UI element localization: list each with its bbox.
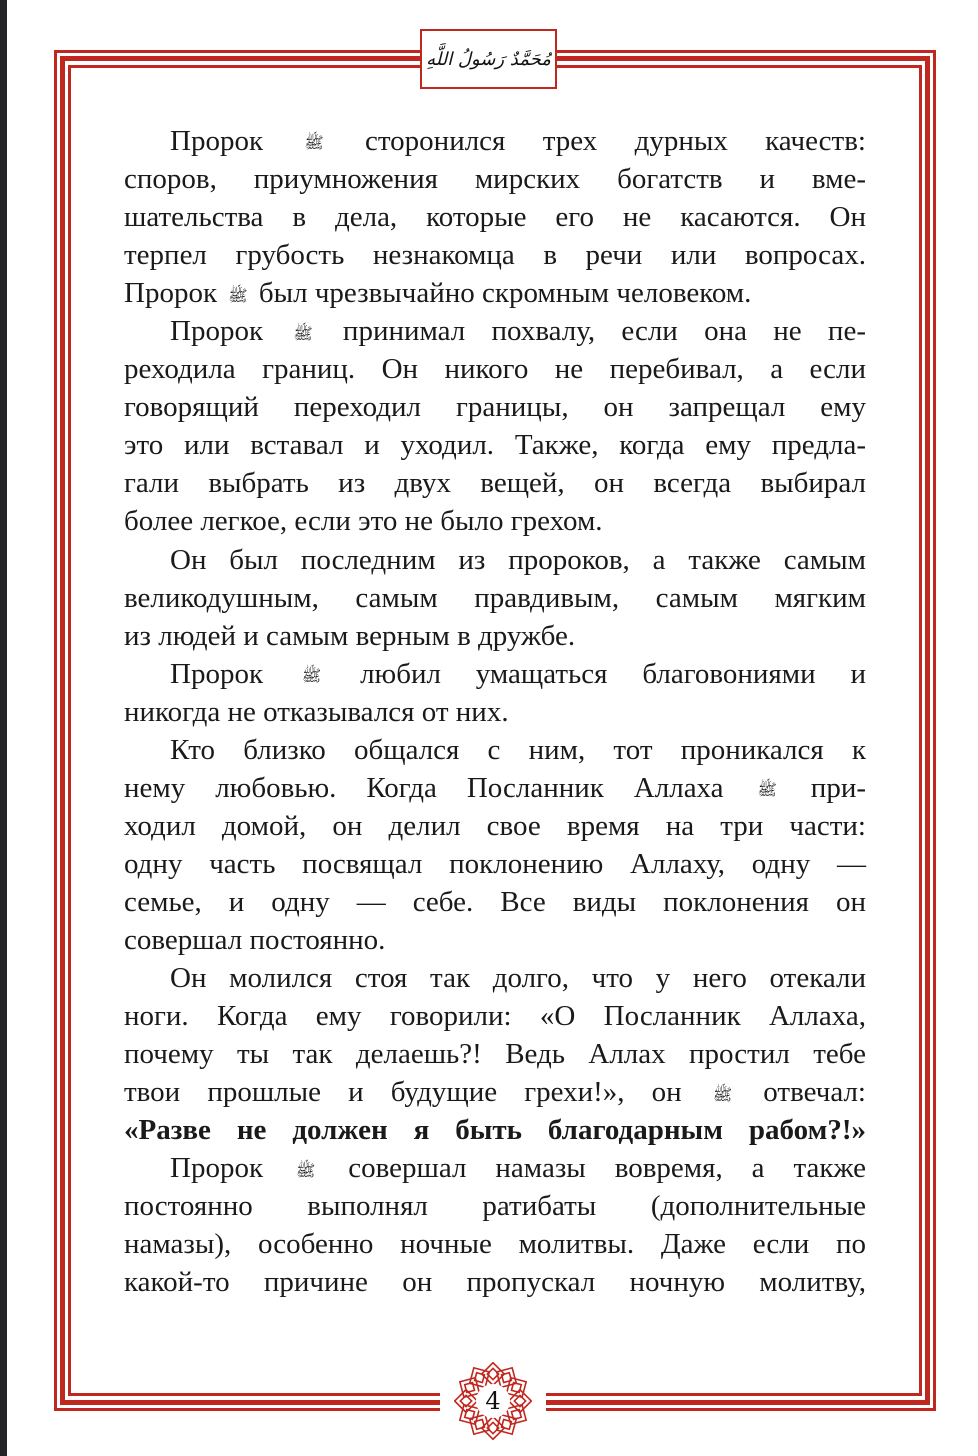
text-line [124, 388, 866, 426]
text-segment: Пророк [124, 277, 225, 310]
text-line [124, 1111, 866, 1149]
text-segment: совершал постоянно. [124, 923, 386, 956]
text-line [124, 693, 866, 731]
text-segment: отвечал: [736, 1076, 866, 1109]
honorific-saw-icon: ﷺ [301, 666, 322, 685]
text-segment: совершал намазы вовремя, а также [319, 1152, 866, 1185]
text-segment: никогда не отказывался от них. [124, 695, 509, 728]
text-line [124, 807, 866, 845]
text-line [124, 502, 866, 540]
text-segment: какой-то причине он пропускал ночную молитву, [124, 1266, 866, 1299]
honorific-saw-icon: ﷺ [293, 323, 313, 343]
text-segment: споров, приумножения мирских богатств и вме- [124, 163, 866, 196]
text-segment: Пророк [170, 1152, 292, 1185]
text-segment: почему ты так делаешь?! Ведь Аллах простил тебе [124, 1038, 866, 1071]
text-line [124, 1187, 866, 1225]
text-segment: Пророк [170, 657, 298, 690]
text-segment: гали выбрать из двух вещей, он всегда выбирал [124, 467, 866, 500]
text-segment: говорящий переходил границы, он запрещал ему [124, 391, 866, 424]
text-line [124, 769, 866, 807]
text-line [124, 883, 866, 921]
text-line [124, 959, 866, 997]
text-segment: сторонился трех дурных качеств: [327, 125, 866, 157]
text-segment: одну часть посвящал поклонению Аллаху, одну — [124, 847, 866, 880]
text-segment: любил умащаться благовониями и [325, 657, 866, 690]
text-segment: из людей и самым верным в дружбе. [124, 619, 576, 652]
text-segment: семье, и одну — себе. Все виды поклонения он [124, 885, 866, 918]
text-line [124, 617, 866, 655]
paragraph [124, 655, 866, 731]
text-segment: Он молился стоя так долго, что у него отекали [170, 962, 866, 995]
paragraph [124, 731, 866, 959]
text-segment: намазы), особенно ночные молитвы. Даже если по [124, 1228, 866, 1261]
text-line [124, 1035, 866, 1073]
text-line [124, 1263, 866, 1301]
honorific-saw-icon: ﷺ [712, 1084, 733, 1104]
calligraphy-muhammad-rasulullah: مُحَمَّدٌ رَسُولُ اللَّهِ [426, 48, 551, 70]
text-line [124, 1149, 866, 1187]
text-line [124, 198, 866, 236]
text-line [124, 655, 866, 693]
paragraph [124, 541, 866, 655]
text-line [124, 122, 866, 160]
text-line [124, 274, 866, 312]
text-segment: при- [780, 771, 866, 804]
header-calligraphy-box [420, 29, 557, 89]
honorific-saw-icon: ﷺ [304, 133, 324, 153]
text-segment: нему любовью. Когда Посланник Аллаха [124, 771, 754, 804]
text-line [124, 1225, 866, 1263]
text-line [124, 312, 866, 350]
paragraph [124, 1149, 866, 1301]
text-line [124, 997, 866, 1035]
text-segment: Пророк [170, 125, 301, 157]
text-line [124, 731, 866, 769]
text-line [124, 350, 866, 388]
text-segment: твои прошлые и будущие грехи!», он [124, 1076, 709, 1109]
text-line [124, 579, 866, 617]
text-line [124, 921, 866, 959]
text-segment: Он был последним из пророков, а также самым [170, 543, 866, 576]
text-segment: ноги. Когда ему говорили: «О Посланник Аллаха, [124, 1000, 866, 1033]
text-segment: постоянно выполнял ратибаты (дополнительные [124, 1190, 866, 1223]
text-segment: Пророк [170, 315, 290, 348]
honorific-saw-icon: ﷺ [228, 285, 248, 305]
text-segment: шательства в дела, которые его не касаются. Он [124, 201, 866, 234]
page-body-text [124, 122, 866, 1301]
viewer-edge-strip [0, 0, 7, 1456]
text-segment: великодушным, самым правдивым, самым мягким [124, 581, 866, 614]
text-segment: ходил домой, он делил свое время на три части: [124, 809, 866, 842]
text-segment: Кто близко общался с ним, тот проникался к [170, 733, 866, 766]
honorific-saw-icon: ﷺ [757, 780, 777, 800]
paragraph [124, 312, 866, 540]
text-segment: принимал похвалу, если она не пе- [316, 315, 866, 348]
text-segment: терпел грубость незнакомца в речи или вопросах. [124, 239, 866, 272]
text-line [124, 426, 866, 464]
page-number: 4 [485, 1387, 501, 1415]
text-segment: реходила границ. Он никого не перебивал, а если [124, 353, 866, 386]
text-line [124, 1073, 866, 1111]
text-segment: «Разве не должен я быть благодарным рабом?!» [124, 1114, 866, 1147]
text-line [124, 464, 866, 502]
paragraph [124, 122, 866, 312]
paragraph [124, 959, 866, 1149]
text-segment: был чрезвычайно скромным человеком. [251, 277, 752, 310]
text-line [124, 160, 866, 198]
text-segment: это или вставал и уходил. Также, когда ему предла- [124, 429, 866, 462]
text-line [124, 845, 866, 883]
honorific-saw-icon: ﷺ [295, 1160, 316, 1180]
text-line [124, 541, 866, 579]
text-line [124, 236, 866, 274]
text-segment: более легкое, если это не было грехом. [124, 505, 603, 538]
